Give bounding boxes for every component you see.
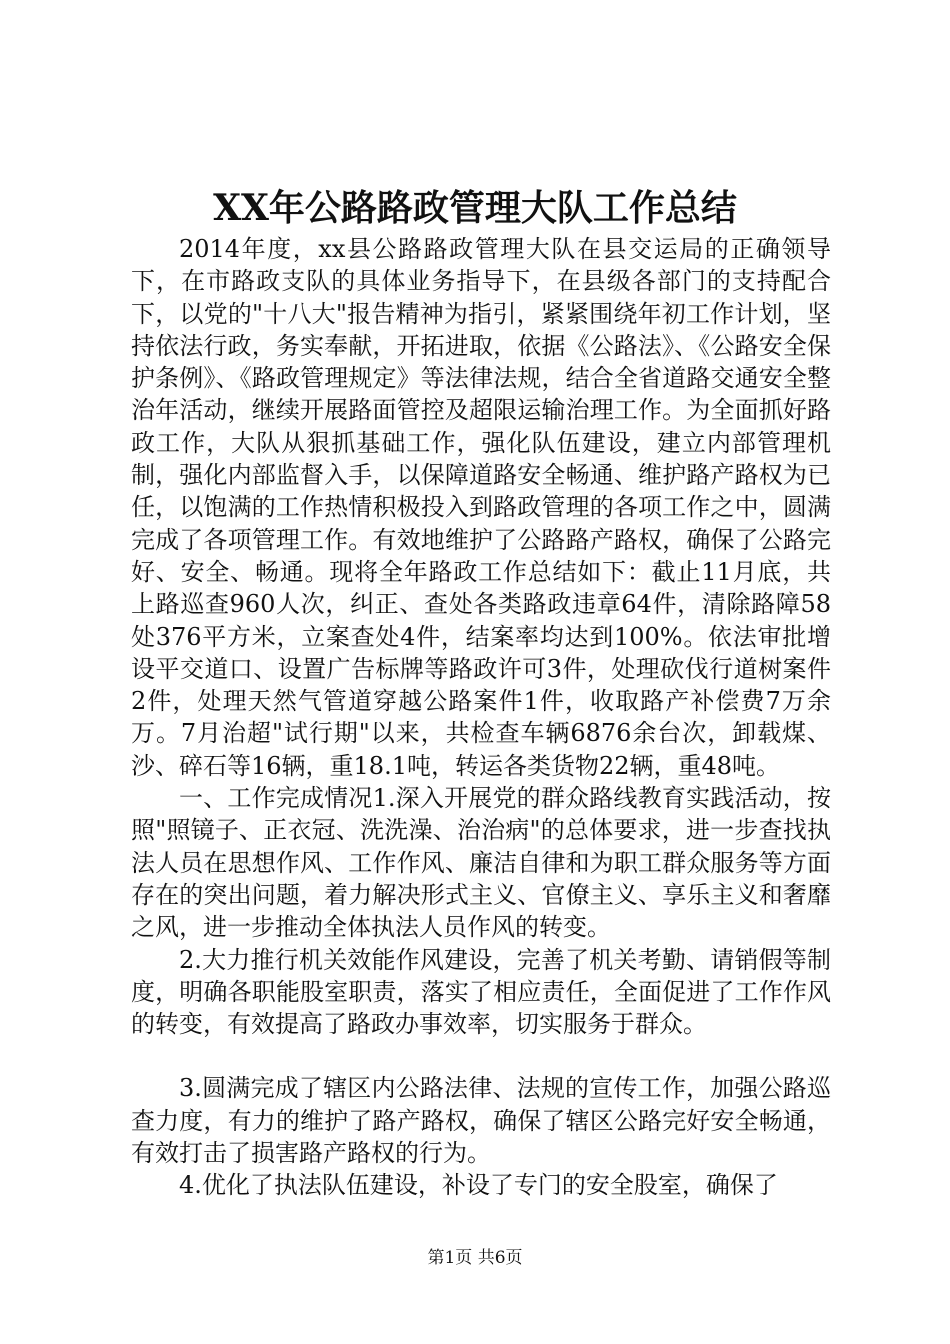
paragraph-item-3: 3.圆满完成了辖区内公路法律、法规的宣传工作，加强公路巡查力度，有力的维护了路产路权，确保了辖区公路完好安全畅通，有效打击了损害路产路权的行为。 (131, 1074, 831, 1168)
paragraph-item-2: 2.大力推行机关效能作风建设，完善了机关考勤、请销假等制度，明确各职能股室职责，落实了相应责任，全面促进了工作作风的转变，有效提高了路政办事效率，切实服务于群众。 (131, 945, 831, 1039)
document-body (131, 233, 831, 1202)
paragraph-section-1: 一、工作完成情况1.深入开展党的群众路线教育实践活动，按照"照镜子、正衣冠、洗洗澡、治治病"的总体要求，进一步查找执法人员在思想作风、工作作风、廉洁自律和为职工群众服务等方面存在的突出问题，着力解决形式主义、官僚主义、享乐主义和奢靡之风，进一步推动全体执法人员作风的转变。 (131, 784, 831, 942)
paragraph-item-4: 4.优化了执法队伍建设，补设了专门的安全股室，确保了 (179, 1171, 778, 1200)
paragraph-intro: 2014年度，xx县公路路政管理大队在县交运局的正确领导下，在市路政支队的具体业务指导下，在县级各部门的支持配合下，以党的"十八大"报告精神为指引，紧紧围绕年初工作计划，坚持依法行政，务实奉献，开拓进取，依据《公路法》、《公路安全保护条例》、《路政管理规定》等法律法规，结合全省道路交通安全整治年活动，继续开展路面管控及超限运输治理工作。为全面抓好路政工作，大队从狠抓基础工作，强化队伍建设，建立内部管理机制，强化内部监督入手，以保障道路安全畅通、维护路产路权为已任，以饱满的工作热情积极投入到路政管理的各项工作之中，圆满完成了各项管理工作。有效地维护了公路路产路权，确保了公路完好、安全、畅通。现将全年路政工作总结如下：截止11月底，共上路巡查960人次，纠正、查处各类路政违章64件，清除路障58处376平方米，立案查处4件，结案率均达到100%。依法审批增设平交道口、设置广告标牌等路政许可3件，处理砍伐行道树案件2件，处理天然气管道穿越公路案件1件，收取路产补偿费7万余万。7月治超"试行期"以来，共检查车辆6876余台次，卸载煤、沙、碎石等16辆，重18.1吨，转运各类货物22辆，重48吨。 (131, 235, 831, 780)
document-title: XX年公路路政管理大队工作总结 (213, 187, 737, 229)
page-footer: 第1页 共6页 (427, 1248, 523, 1268)
